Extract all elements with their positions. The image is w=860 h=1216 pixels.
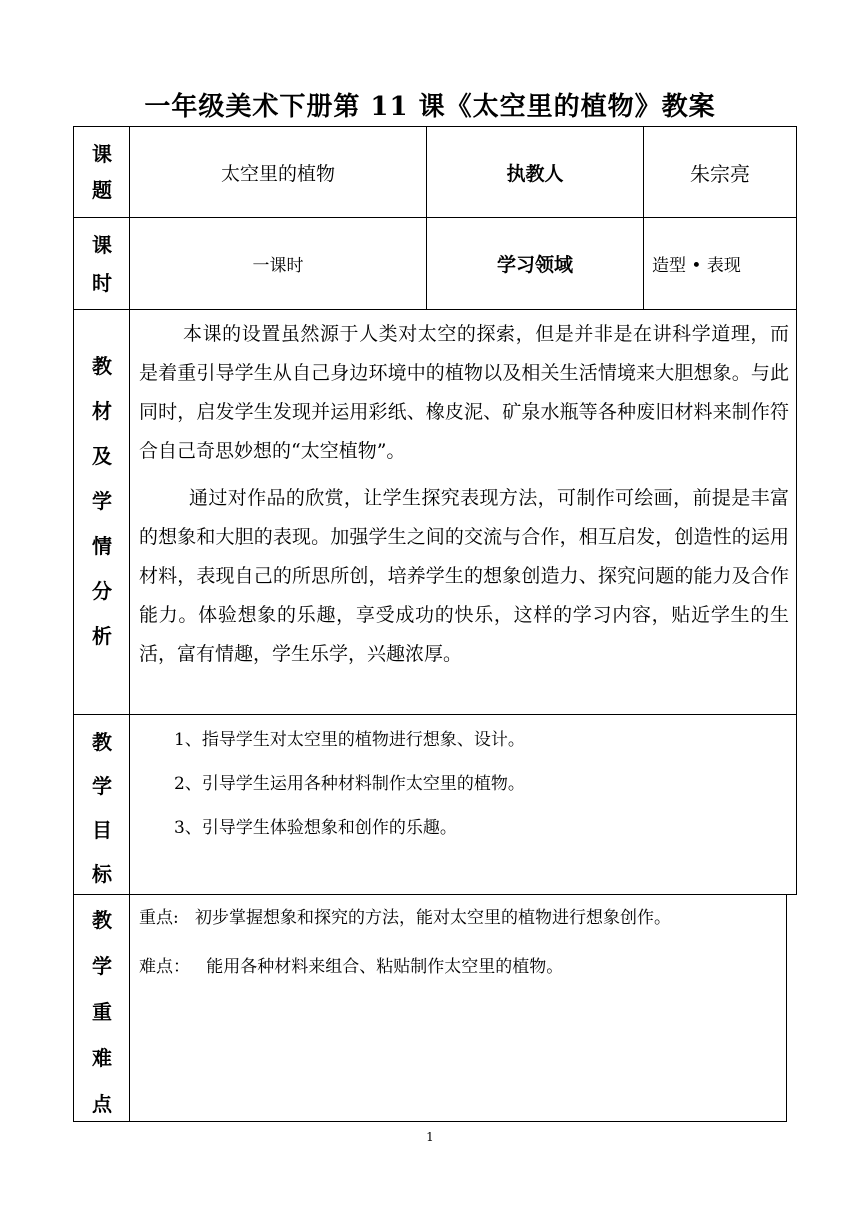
period-label (74, 226, 130, 302)
label-char: 学 (92, 774, 112, 798)
label-char: 点 (92, 1092, 112, 1116)
label-char: 材 (92, 399, 112, 423)
key-points-label (74, 897, 130, 1127)
area-label: 学习领域 (496, 254, 573, 276)
topic-label (74, 136, 130, 208)
goal-item: 1、指导学生对太空里的植物进行想象、设计。 (174, 730, 525, 750)
label-char: 难 (92, 1046, 112, 1070)
period-value: 一课时 (252, 256, 304, 276)
label-char: 分 (92, 579, 112, 603)
label-char: 题 (92, 178, 112, 202)
teacher-label: 执教人 (506, 162, 564, 185)
page-title: 一年级美术下册第 11 课《太空里的植物》教案 (144, 92, 716, 122)
label-char: 教 (92, 354, 112, 378)
label-char: 学 (92, 489, 112, 513)
label-char: 重 (92, 1000, 112, 1024)
analysis-paragraph: 通过对作品的欣赏，让学生探究表现方法，可制作可绘画，前提是丰富的想象和大胆的表现。加强学生之间的交流与合作，相互启发，创造性的运用材料，表现自己的所思所创，培养学生的想象创造力、探究问题的能力及合作能力。体验想象的乐趣，享受成功的快乐，这样的学习内容，贴近学生的生活，富有情趣，学生乐学，兴趣浓厚。 (139, 487, 789, 665)
analysis-text (139, 315, 789, 674)
goals-label (74, 720, 130, 896)
label-char: 学 (92, 954, 112, 978)
label-char: 情 (92, 534, 112, 558)
goal-item: 3、引导学生体验想象和创作的乐趣。 (174, 818, 457, 838)
page-number: 1 (426, 1130, 434, 1144)
analysis-paragraph: 本课的设置虽然源于人类对太空的探索，但是并非是在讲科学道理，而是着重引导学生从自己身边环境中的植物以及相关生活情境来大胆想象。与此同时，启发学生发现并运用彩纸、橡皮泥、矿泉水瓶等各种废旧材料来制作符合自己奇思妙想的“太空植物”。 (139, 323, 789, 462)
key-point-item: 难点： 能用各种材料来组合、粘贴制作太空里的植物。 (139, 957, 564, 977)
label-char: 及 (92, 444, 112, 468)
analysis-label (74, 344, 130, 659)
key-points-list (139, 894, 784, 992)
area-value: 造型 • 表现 (652, 256, 741, 276)
label-char: 课 (92, 233, 112, 257)
label-char: 目 (92, 818, 112, 842)
label-char: 教 (92, 908, 112, 932)
topic-value: 太空里的植物 (220, 162, 335, 185)
label-char: 标 (92, 862, 112, 886)
teacher-value: 朱宗亮 (690, 161, 750, 186)
goals-list (130, 718, 790, 850)
label-char: 教 (92, 730, 112, 754)
goal-item: 2、引导学生运用各种材料制作太空里的植物。 (174, 774, 525, 794)
key-point-item: 重点: 初步掌握想象和探究的方法，能对太空里的植物进行想象创作。 (139, 908, 671, 928)
label-char: 时 (92, 271, 112, 295)
label-char: 课 (92, 142, 112, 166)
label-char: 析 (92, 624, 112, 648)
